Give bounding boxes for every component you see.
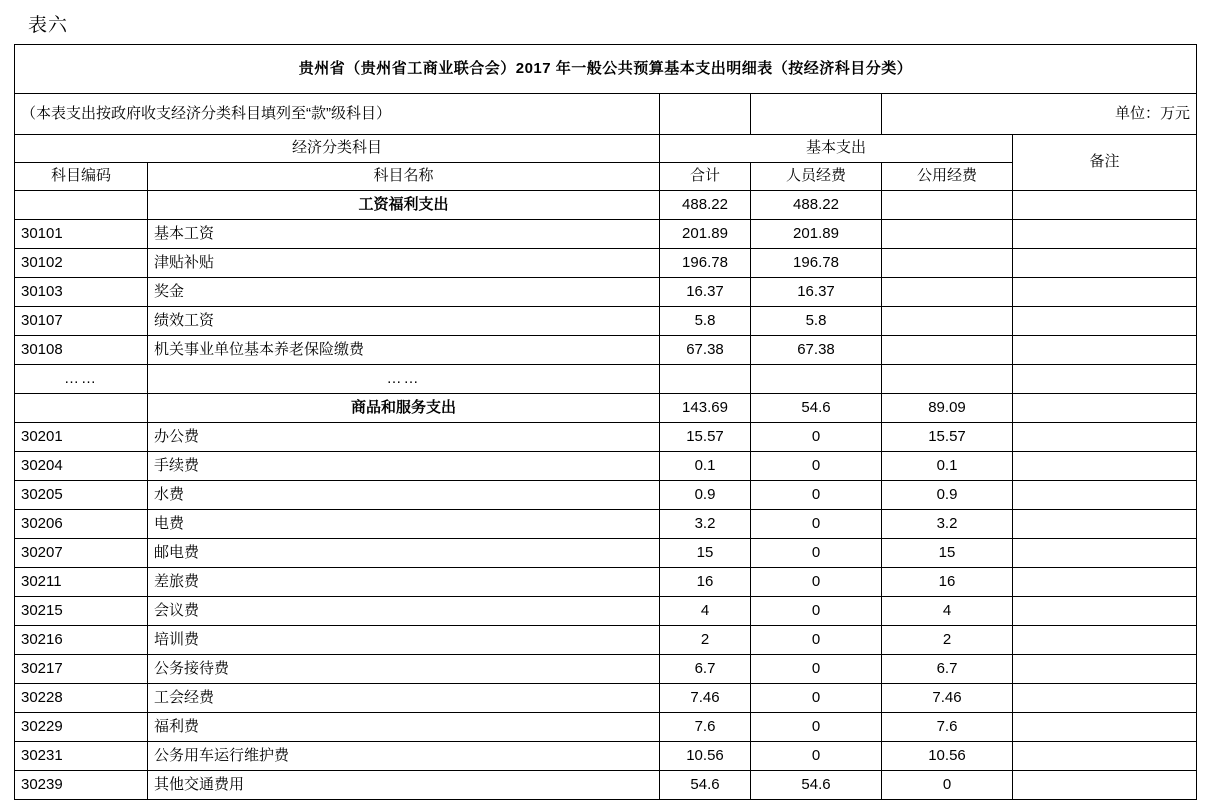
row-code: 30102: [15, 249, 148, 278]
row-public: [882, 336, 1013, 365]
note-spacer-1: [660, 94, 751, 135]
row-name: 会议费: [148, 597, 660, 626]
row-public: [882, 365, 1013, 394]
row-public: 7.6: [882, 713, 1013, 742]
row-total: 201.89: [660, 220, 751, 249]
row-name: 基本工资: [148, 220, 660, 249]
row-personnel: 0: [751, 481, 882, 510]
row-code: 30206: [15, 510, 148, 539]
row-total: 10.56: [660, 742, 751, 771]
row-code: 30205: [15, 481, 148, 510]
row-name: 电费: [148, 510, 660, 539]
row-code: 30207: [15, 539, 148, 568]
table-row: [15, 481, 1197, 510]
row-remark: [1013, 597, 1197, 626]
note-row: [15, 94, 1197, 135]
row-name: 奖金: [148, 278, 660, 307]
table-row: [15, 220, 1197, 249]
row-code: ……: [15, 365, 148, 394]
table-row: [15, 539, 1197, 568]
row-total: 196.78: [660, 249, 751, 278]
row-code: 30231: [15, 742, 148, 771]
header-economic-category: 经济分类科目: [15, 135, 660, 163]
row-total: 67.38: [660, 336, 751, 365]
sheet-label: 表六: [28, 15, 69, 36]
row-total: 2: [660, 626, 751, 655]
row-total: 16.37: [660, 278, 751, 307]
row-public: [882, 191, 1013, 220]
row-code: 30239: [15, 771, 148, 800]
row-public: 89.09: [882, 394, 1013, 423]
row-public: 3.2: [882, 510, 1013, 539]
row-public: 0.9: [882, 481, 1013, 510]
row-code: 30211: [15, 568, 148, 597]
unit-label: 单位：万元: [882, 94, 1197, 135]
table-row: [15, 452, 1197, 481]
row-remark: [1013, 365, 1197, 394]
header-total: 合计: [660, 163, 751, 191]
row-remark: [1013, 481, 1197, 510]
row-code: 30108: [15, 336, 148, 365]
row-personnel: 0: [751, 423, 882, 452]
row-code: 30107: [15, 307, 148, 336]
table-row: [15, 394, 1197, 423]
row-personnel: 0: [751, 684, 882, 713]
row-remark: [1013, 539, 1197, 568]
row-total: 0.9: [660, 481, 751, 510]
note-text: （本表支出按政府收支经济分类科目填列至“款”级科目）: [15, 94, 660, 135]
row-total: 7.6: [660, 713, 751, 742]
row-personnel: 0: [751, 510, 882, 539]
page-title: 贵州省（贵州省工商业联合会）2017 年一般公共预算基本支出明细表（按经济科目分类）: [15, 45, 1197, 94]
row-public: [882, 278, 1013, 307]
row-name: 培训费: [148, 626, 660, 655]
header-code: 科目编码: [15, 163, 148, 191]
row-name: 商品和服务支出: [148, 394, 660, 423]
table-row: [15, 423, 1197, 452]
row-personnel: 54.6: [751, 394, 882, 423]
table-row: [15, 742, 1197, 771]
header-basic-expenditure: 基本支出: [660, 135, 1013, 163]
row-total: 3.2: [660, 510, 751, 539]
row-remark: [1013, 394, 1197, 423]
row-total: 15.57: [660, 423, 751, 452]
row-remark: [1013, 655, 1197, 684]
row-personnel: 201.89: [751, 220, 882, 249]
row-name: 办公费: [148, 423, 660, 452]
row-remark: [1013, 568, 1197, 597]
row-code: 30204: [15, 452, 148, 481]
row-personnel: 54.6: [751, 771, 882, 800]
table-row: [15, 365, 1197, 394]
row-name: 机关事业单位基本养老保险缴费: [148, 336, 660, 365]
row-remark: [1013, 249, 1197, 278]
row-name: 福利费: [148, 713, 660, 742]
row-remark: [1013, 742, 1197, 771]
table-body: [15, 45, 1197, 800]
row-total: 16: [660, 568, 751, 597]
row-public: 4: [882, 597, 1013, 626]
row-public: [882, 307, 1013, 336]
row-personnel: 5.8: [751, 307, 882, 336]
row-personnel: 0: [751, 713, 882, 742]
header-personnel: 人员经费: [751, 163, 882, 191]
budget-table: [14, 44, 1197, 800]
row-personnel: 0: [751, 742, 882, 771]
table-row: [15, 626, 1197, 655]
row-remark: [1013, 278, 1197, 307]
header-remark: 备注: [1013, 135, 1197, 191]
row-code: 30201: [15, 423, 148, 452]
row-remark: [1013, 336, 1197, 365]
row-total: 5.8: [660, 307, 751, 336]
row-remark: [1013, 452, 1197, 481]
row-name: 绩效工资: [148, 307, 660, 336]
table-row: [15, 336, 1197, 365]
row-code: 30229: [15, 713, 148, 742]
row-personnel: 16.37: [751, 278, 882, 307]
row-personnel: 0: [751, 655, 882, 684]
row-total: 4: [660, 597, 751, 626]
row-total: 0.1: [660, 452, 751, 481]
row-total: 488.22: [660, 191, 751, 220]
row-code: 30101: [15, 220, 148, 249]
row-code: 30103: [15, 278, 148, 307]
row-name: 差旅费: [148, 568, 660, 597]
header-group-row: [15, 135, 1197, 163]
row-code: 30216: [15, 626, 148, 655]
row-personnel: 196.78: [751, 249, 882, 278]
table-row: [15, 249, 1197, 278]
row-remark: [1013, 684, 1197, 713]
row-public: [882, 249, 1013, 278]
row-total: 54.6: [660, 771, 751, 800]
table-row: [15, 655, 1197, 684]
row-personnel: 488.22: [751, 191, 882, 220]
table-row: [15, 278, 1197, 307]
row-name: 公务接待费: [148, 655, 660, 684]
row-personnel: 0: [751, 597, 882, 626]
row-personnel: 0: [751, 626, 882, 655]
row-public: 7.46: [882, 684, 1013, 713]
row-public: [882, 220, 1013, 249]
table-row: [15, 684, 1197, 713]
row-public: 10.56: [882, 742, 1013, 771]
table-row: [15, 568, 1197, 597]
row-name: 工资福利支出: [148, 191, 660, 220]
row-public: 15: [882, 539, 1013, 568]
row-remark: [1013, 713, 1197, 742]
row-code: 30228: [15, 684, 148, 713]
row-total: 15: [660, 539, 751, 568]
row-code: [15, 394, 148, 423]
table-row: [15, 191, 1197, 220]
row-name: 水费: [148, 481, 660, 510]
table-row: [15, 771, 1197, 800]
row-remark: [1013, 771, 1197, 800]
row-name: 公务用车运行维护费: [148, 742, 660, 771]
row-total: [660, 365, 751, 394]
row-public: 6.7: [882, 655, 1013, 684]
row-total: 7.46: [660, 684, 751, 713]
row-public: 0: [882, 771, 1013, 800]
row-name: ……: [148, 365, 660, 394]
row-code: [15, 191, 148, 220]
row-personnel: 67.38: [751, 336, 882, 365]
row-remark: [1013, 191, 1197, 220]
row-personnel: 0: [751, 568, 882, 597]
row-public: 15.57: [882, 423, 1013, 452]
row-code: 30215: [15, 597, 148, 626]
row-name: 手续费: [148, 452, 660, 481]
row-remark: [1013, 423, 1197, 452]
row-name: 邮电费: [148, 539, 660, 568]
row-name: 津贴补贴: [148, 249, 660, 278]
row-personnel: [751, 365, 882, 394]
note-spacer-2: [751, 94, 882, 135]
row-remark: [1013, 510, 1197, 539]
row-public: 16: [882, 568, 1013, 597]
row-remark: [1013, 220, 1197, 249]
row-remark: [1013, 307, 1197, 336]
row-name: 其他交通费用: [148, 771, 660, 800]
row-total: 143.69: [660, 394, 751, 423]
table-row: [15, 597, 1197, 626]
row-personnel: 0: [751, 452, 882, 481]
row-remark: [1013, 626, 1197, 655]
table-row: [15, 510, 1197, 539]
title-row: [15, 45, 1197, 94]
row-public: 0.1: [882, 452, 1013, 481]
table-row: [15, 307, 1197, 336]
row-total: 6.7: [660, 655, 751, 684]
header-name: 科目名称: [148, 163, 660, 191]
row-code: 30217: [15, 655, 148, 684]
header-public: 公用经费: [882, 163, 1013, 191]
row-public: 2: [882, 626, 1013, 655]
table-row: [15, 713, 1197, 742]
row-name: 工会经费: [148, 684, 660, 713]
row-personnel: 0: [751, 539, 882, 568]
